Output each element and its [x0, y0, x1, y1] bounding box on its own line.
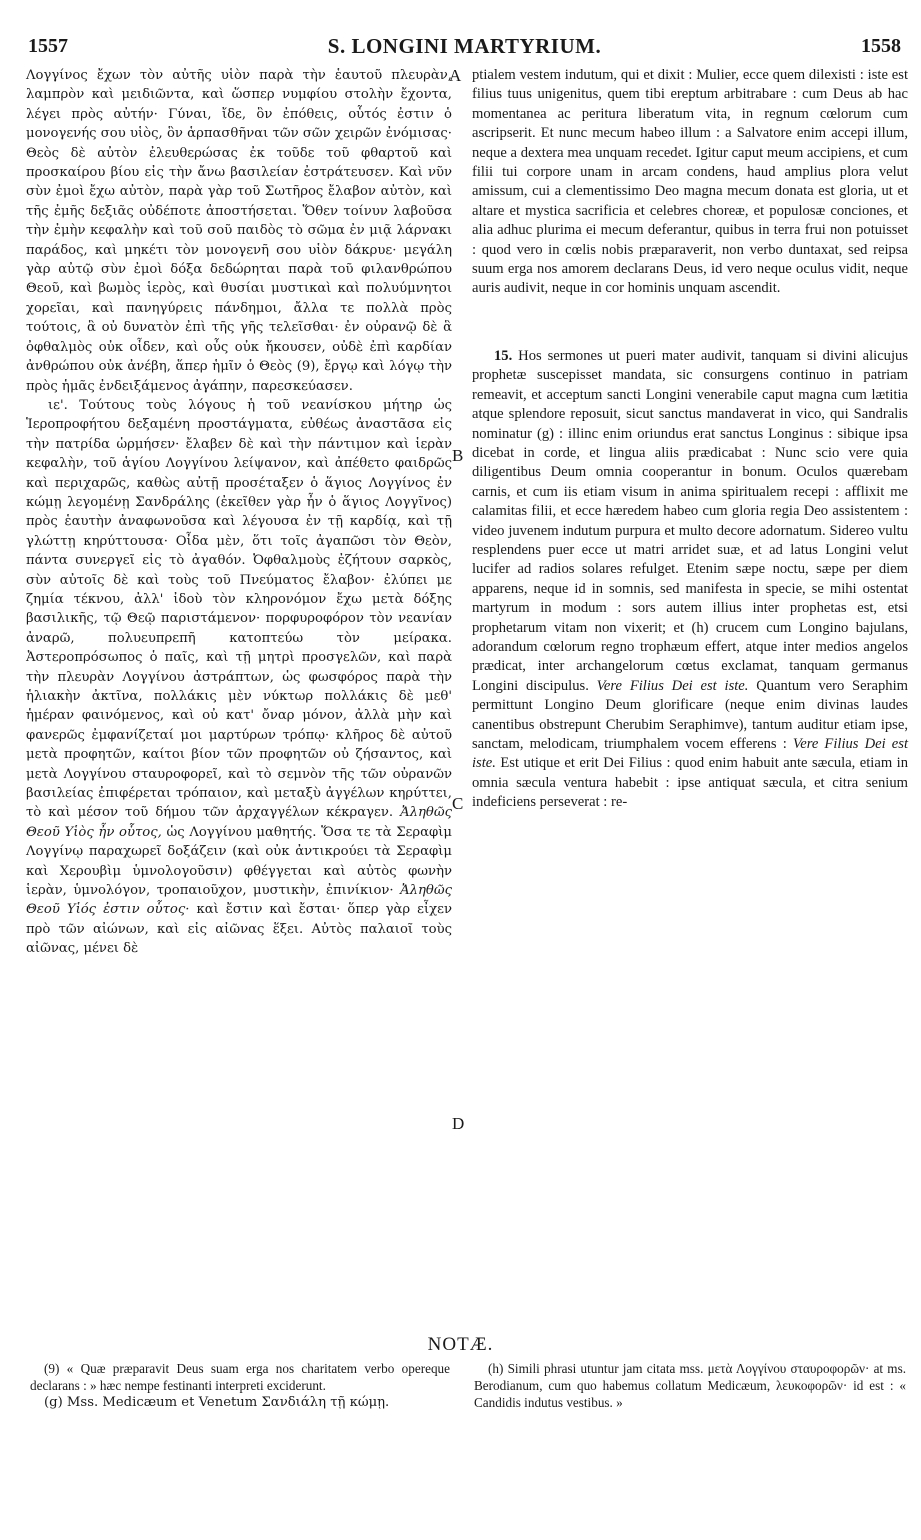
- margin-marker-d: D: [452, 1114, 465, 1133]
- running-title: S. LONGINI MARTYRIUM.: [327, 34, 602, 58]
- note-h: (h) Simili phrasi utuntur jam citata mss. μετὰ Λογγίνου σταυροφορῶν· at ms. Berodianum, cum quo habemus collatum Medicæum, λευκοφορῶν· id est : « Candidis indutus vestibus. »: [474, 1361, 906, 1410]
- greek-paragraph-2-text: ιε'. Τούτους τοὺς λόγους ἡ τοῦ νεανίσκου μήτηρ ὡς Ἱεροπροφήτου δεξαμένη προστάγματα, εὐθέως ἀναστᾶσα εἰς τὴν πατρίδα ὡρμήσεν· ἔλαβεν δὲ καὶ τὴν πάντιμον καὶ ἱερὰν κεφαλὴν, τοῦ ἁγίου Λογγίνου λείψανον, καὶ ἀπέθετο φαιδρῶς καὶ περιχαρῶς, καθὼς αὐτῇ προσέταξεν ὁ ἅγιος Λογγίνος ἐν κώμῃ λεγομένῃ Σανδράλης (ἐκεῖθεν γὰρ ἦν ὁ ἅγιος Λογγῖνος) πρὸς ἑαυτὴν ἀναφωνοῦσα καὶ λέγουσα ἐν τῇ καρδίᾳ, καὶ τῇ γλώττῃ κηρύττουσα· Οἶδα μὲν, ὅτι τοῖς ἀγαπῶσι τὸν Θεὸν, πάντα συνεργεῖ εἰς τὸ ἀγαθόν. Ὀφθαλμοὺς ἐζήτουν σαρκὸς, σὺν αὐτοῖς δὲ καὶ τοὺς τοῦ Πνεύματος ἔλαβον· ἐλύπει με ζημία τέκνου, ἀλλ' ἰδοὺ τὸν κληρονόμον ἔχω μετὰ δόξης βασιλικῆς, τῷ Θεῷ παριστάμενον· πορφυροφόρον τὸν νεανίαν ἀναρῶ, πολυευπρεπῆ κατοπτεύω τὸν μείρακα. Ἀστεροπρόσωπος ὁ παῖς, καὶ τῇ μητρὶ προσγελῶν, καὶ παρὰ τὴν πλευρὰν Λογγίνου ἀστράπτων, ὡς φωσφόρος παρὰ τὴν ἡλιακὴν ἀκτῖνα, πολλάκις μὲν νύκτωρ πολλάκις δὲ μεθ' ἡμέραν φαινόμενος, καὶ οὐ κατ' ὄναρ μόνον, ἀλλὰ μὴν καὶ φανερῶς ἐμφανίζεταί μοι μαρτύρων τρόπῳ· κλῆρος δὲ αὐτοῦ μετὰ προφητῶν, καίτοι βίον τῶν προφητῶν οὐ ζήσαντος, καὶ μετὰ Λογγίνου σταυροφορεῖ, καὶ τὸ σεμνὸν τῆς τῶν οὐρανῶν βασιλείας ἐπιφέρεται τρόπαιον, καὶ μεταξὺ ἀγγέλων κηρύττει, τὸ καὶ μέσον τοῦ δήμου τῶν ἀρχαγγέλων κέκραγεν.: [26, 397, 452, 821]
- greek-paragraph-2-cont: ὡς Λογγίνου μαθητής. Ὅσα τε τὰ Σεραφὶμ Λογγίνῳ παραχωρεῖ δοξάζειν (καὶ οὐκ ἀντικρούει τὰ Σεραφὶμ καὶ Χερουβὶμ ὑμνολογοῦσιν) φθέγγεται καὶ αὐτὸς φωνὴν ἱερὰν, ὑμνολόγον, τροπαιοῦχον, μυστικὴν, ἐπινίκιον·: [26, 824, 452, 899]
- latin-paragraph-2: [472, 347, 908, 813]
- note-g: (g) Mss. Medicæum et Venetum Σανδιάλη τῇ κώμῃ.: [44, 1395, 390, 1410]
- latin-paragraph-2-text: Hos sermones ut pueri mater audivit, tanquam si divini alicujus prophetæ suscepisset mandata, sic consurgens continuo in patriam remeavit, et acceptum sancti Longini venerabile caput magna cum lætitia atque splendore reposuit, sicut sanctus mandaverat in vico, qui Sandralis nominatur (g) : illinc enim oriundus erat sanctus Longinus : sibique ipsa dicebat in corde, et lingua aliis prædicabat : Nunc scio vere quia diligentibus Deum omnia cooperantur in bonum. Oculos quærebam carnis, et cum iis etiam visum in anima spiritualem recepi : afflixit me calamitas filii, et ecce hæredem habeo cum gloria regia Deo assistentem : video juvenem indutum purpura et multo decore adornatum. Sidereo vultu resplendens puer ecce ut matri arridet suæ, et ad latus Longini velut lucifer ad radios solares refulget. Etenim sæpe noctu, sæpe per diem apparens, neque id in somnis, sed manifesta in specie, se mihi ostentat martyrum in modum : sors autem illius inter prophetas est, etsi prophetarum vitam non vixerit; et (h) crucem cum Longino bajulans, adorandum cœlorum regno trophæum effert, atque inter medios angelos prædicat, inter archangelorum cœtus exclamat, tanquam germanus Longini discipulus.: [472, 347, 909, 694]
- margin-marker-b: B: [452, 446, 464, 465]
- latin-acclamation-1: Vere Filius Dei est iste.: [596, 677, 749, 694]
- margin-marker-c: C: [452, 794, 464, 813]
- latin-acclamation-2: Vere Filius Dei est iste.: [472, 736, 908, 772]
- latin-paragraph-2-end: Est utique et erit Dei Filius : quod enim habuit ante sæcula, etiam in omnia sæcula ventura habebit : ipse antiquat sæcula, et citra senium indeficiens perseverat : re-: [472, 755, 908, 811]
- latin-paragraph-2-cont: Quantum vero Seraphim permittunt Longino Deum glorificare (neque enim divinas laudes canentibus obstrepunt Cherubim Seraphimve), tantum auditur etiam ipse, sanctam, melodicam, triumphalem vocem efferens :: [472, 677, 908, 752]
- note-9: (9) « Quæ præparavit Deus suam erga nos charitatem verbo opereque declarans : » hæc nempe festinanti interpreti exciderunt.: [30, 1361, 450, 1393]
- greek-acclamation-2: Ἀληθῶς Θεοῦ Υἱός ἐστιν οὗτος·: [26, 883, 452, 918]
- latin-column: [472, 66, 908, 813]
- notes-heading: NOTÆ.: [427, 1334, 494, 1355]
- page-header: [24, 34, 905, 62]
- paragraph-spacer: [472, 299, 908, 347]
- latin-paragraph-1: ptialem vestem indutum, qui et dixit : Mulier, ecce quem dilexisti : iste est filius tuus unigenitus, quem tibi ereptum arbitrabare : cum Deus ab hac momentanea ac peritura liberatum vita, in regnum cœlorum cum ascripserit. Et nunc mecum habeo illum : a Salvatore enim accepi illum, neque a dextera mea unquam recedet. Igitur caput meum accipiens, et cum filii tui corpore unam in arcam condens, haud amplius plora velut amissum, cui a clementissimo Deo magna mecum donata est gloria, ut et altare et mystica sacrificia et celebres choreæ, et populosæ conciones, et alia adhuc plurima ei mecum deferantur, quibus in terra frui non potuisset : quod vero in cœlis nobis præparaverit, non verbo duntaxat, sed reipsa suum erga nos amorem declarans Deus, id vero neque oculus vidit, neque auris audivit, neque in cor hominis unquam ascendit.: [472, 67, 908, 297]
- greek-column: [26, 66, 452, 959]
- greek-paragraph-1: Λογγίνος ἔχων τὸν αὐτῆς υἱὸν παρὰ τὴν ἑαυτοῦ πλευρὰν, λαμπρὸν καὶ μειδιῶντα, καὶ ὥσπερ νυμφίου στολὴν ἔχοντα, λέγει πρὸς αὐτήν· Γύναι, ἴδε, ὃν ἐπόθεις, οὗτός ἐστιν ὁ μονογενής σου υἱὸς, ὃν ἁρπασθῆναι τῶν σῶν χειρῶν ἐνόμισας· Θεὸς δὲ αὐτὸν ἐλευθερώσας ἐκ τοῦδε τοῦ φθαρτοῦ καὶ προσκαίρου βίου εἰς τὴν ἄνω βασιλείαν ἐστράτευσεν. Καὶ νῦν σὺν ἐμοὶ ἔχω αὐτὸν, παρὰ γὰρ τοῦ Σωτῆρος ἔλαβον αὐτὸν, καὶ τῆς ἐμῆς δεξιᾶς οὐδέποτε ἀποστήσεται. Ὅθεν τοίνυν λαβοῦσα τὴν ἐμὴν κεφαλὴν καὶ τοῦ σοῦ παιδὸς τὸ σῶμα ἐν μιᾷ λάρνακι παράδος, καὶ μηκέτι τὸν μονογενῆ σου υἱὸν δάκρυε· μεγάλη γὰρ αὐτῷ σὺν ἐμοὶ δόξα δεδώρηται παρὰ τοῦ φιλανθρώπου Θεοῦ, καὶ βωμὸς ἱερὸς, καὶ θυσίαι μυστικαὶ καὶ πολυύμνητοι χορεῖαι, καὶ πανηγύρεις πάνδημοι, ἄλλα τε πολλὰ πρὸς τούτοις, ἃ οὐ δυνατὸν ἐπὶ τῆς γῆς τελεῖσθαι· ἐν οὐρανῷ δὲ ἃ ὀφθαλμὸς οὐκ οἶδεν, καὶ οὖς οὐκ ἤκουσεν, οὐδὲ ἐπὶ καρδίαν ἀνθρώπου οὐκ ἀνέβη, ἅπερ ἡμῖν ὁ Θεὸς (9), ἔργῳ καὶ λόγῳ τὴν πρὸς ἡμᾶς ἐνδειξάμενος ἀγάπην, παρεσκεύασεν.: [26, 68, 452, 394]
- greek-acclamation-1: Ἀληθῶς Θεοῦ Υἱὸς ἦν οὗτος,: [26, 805, 452, 840]
- margin-marker-a: A: [449, 66, 462, 85]
- notes-left-column: [30, 1360, 450, 1411]
- notes-right-column: [474, 1360, 906, 1411]
- greek-paragraph-2: [26, 396, 452, 959]
- section-number: 15.: [494, 347, 513, 364]
- page-number-right: 1558: [861, 35, 901, 57]
- greek-paragraph-2-end: καὶ ἔστιν καὶ ἔσται· ὅπερ γὰρ εἶχεν πρὸ τῶν αἰώνων, καὶ εἰς αἰῶνας ἕξει. Αὐτὸς παλαιοῖ τοὺς αἰῶνας, μένει δὲ: [26, 902, 452, 957]
- page-number-left: 1557: [28, 35, 68, 57]
